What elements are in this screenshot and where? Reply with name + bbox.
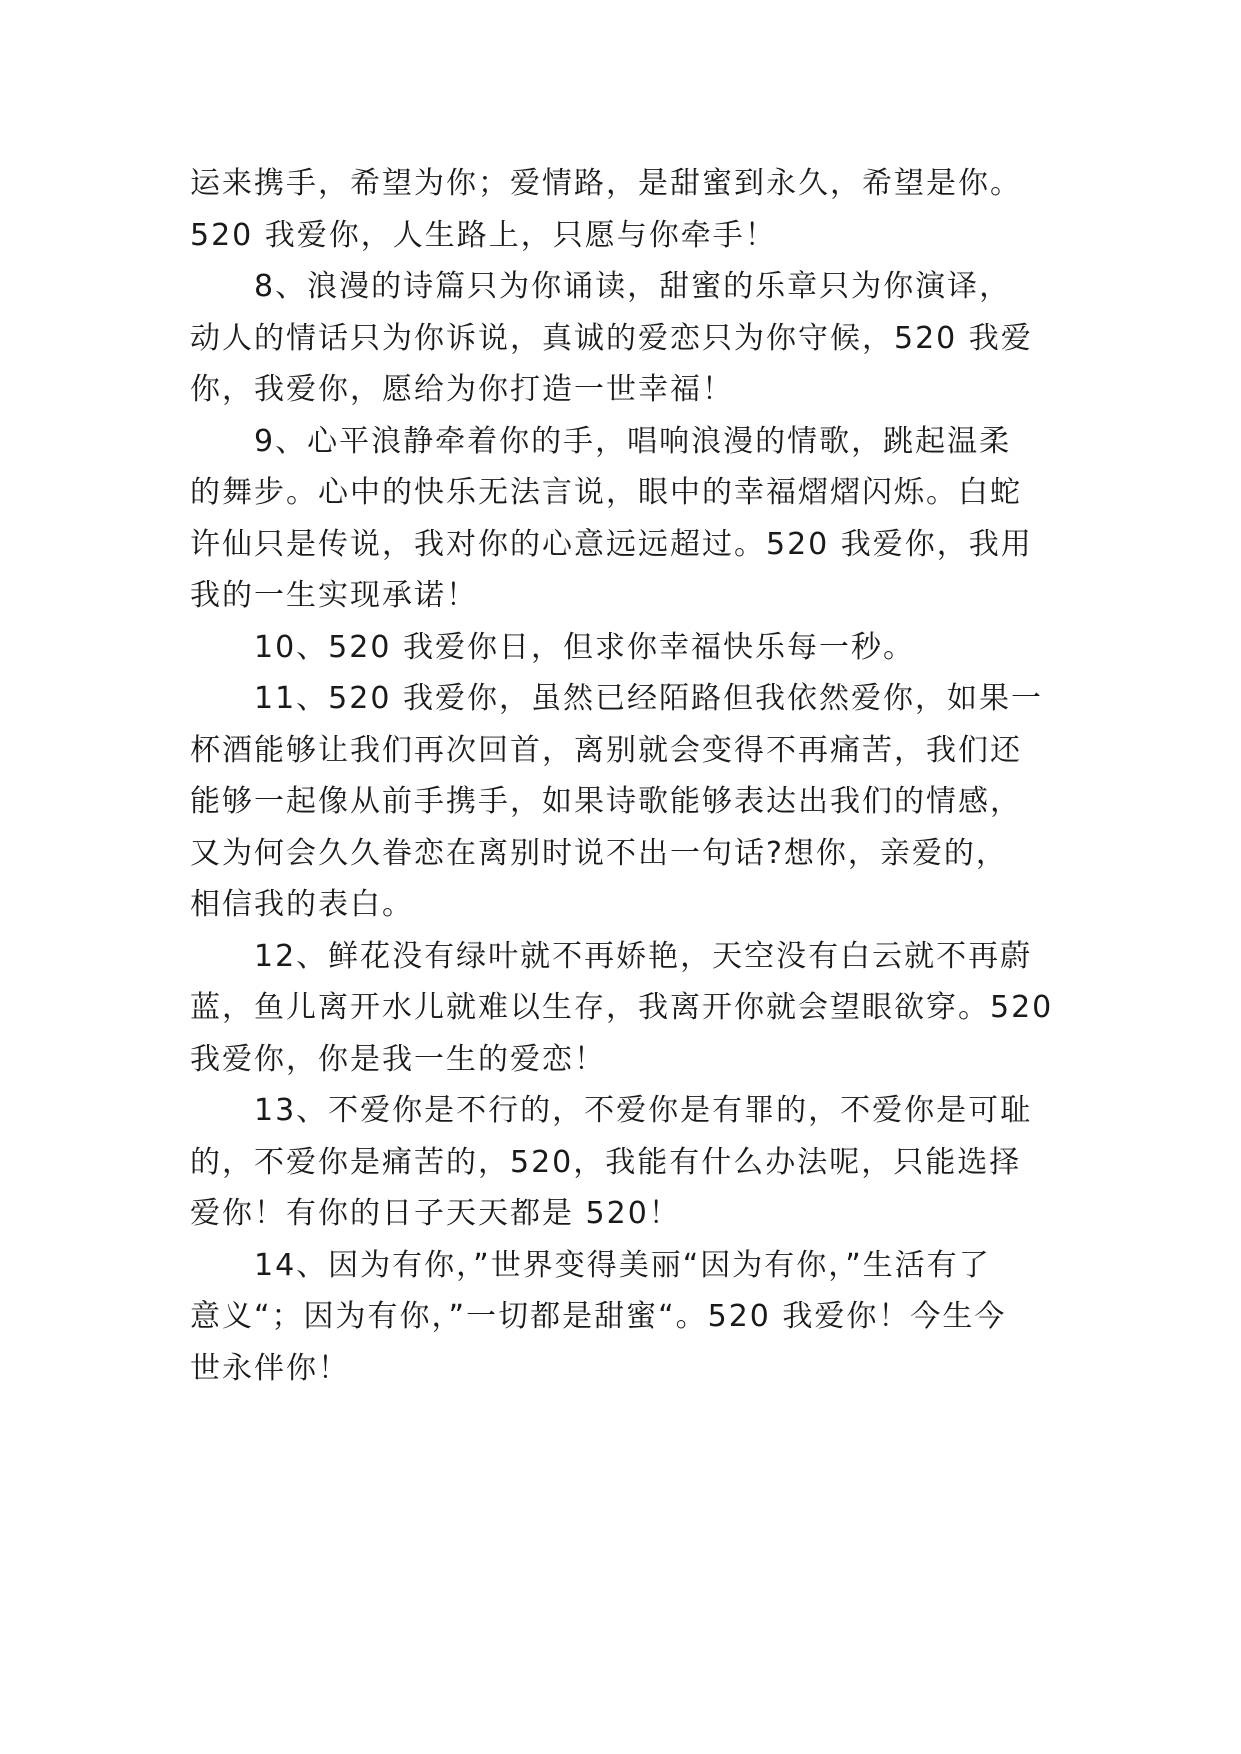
text-line: 能够一起像从前手携手，如果诗歌能够表达出我们的情感，	[190, 784, 1022, 819]
text-line: 9、心平浪静牵着你的手，唱响浪漫的情歌，跳起温柔	[254, 423, 1012, 459]
text-line: 意义“；因为有你，”一切都是甜蜜“。520 我爱你！今生今	[190, 1299, 1007, 1334]
text-line: 蓝，鱼儿离开水儿就难以生存，我离开你就会望眼欲穿。520	[190, 990, 1054, 1025]
text-line: 的舞步。心中的快乐无法言说，眼中的幸福熠熠闪烁。白蛇	[190, 475, 1022, 510]
text-line: 杯酒能够让我们再次回首，离别就会变得不再痛苦，我们还	[190, 732, 1022, 768]
text-line: 520 我爱你，人生路上，只愿与你牵手！	[190, 217, 777, 253]
text-line: 我爱你，你是我一生的爱恋！	[190, 1041, 606, 1077]
text-line: 14、因为有你，”世界变得美丽“因为有你，”生活有了	[254, 1247, 991, 1283]
text-line: 世永伴你！	[190, 1350, 350, 1386]
text-line: 爱你！有你的日子天天都是 520！	[190, 1196, 681, 1231]
text-line: 相信我的表白。	[190, 887, 414, 922]
text-line: 我的一生实现承诺！	[190, 578, 478, 613]
text-line: 你，我爱你，愿给为你打造一世幸福！	[190, 372, 734, 407]
text-line: 动人的情话只为你诉说，真诚的爱恋只为你守候，520 我爱	[190, 320, 1033, 356]
text-line: 11、520 我爱你，虽然已经陌路但我依然爱你，如果一	[254, 681, 1043, 716]
text-line: 的，不爱你是痛苦的，520，我能有什么办法呢，只能选择	[190, 1144, 1022, 1180]
text-line: 10、520 我爱你日，但求你幸福快乐每一秒。	[254, 629, 915, 665]
text-line: 运来携手，希望为你；爱情路，是甜蜜到永久，希望是你。	[190, 166, 1022, 201]
text-line: 12、鲜花没有绿叶就不再娇艳，天空没有白云就不再蔚	[254, 938, 1033, 974]
text-line: 13、不爱你是不行的，不爱你是有罪的，不爱你是可耻	[254, 1093, 1033, 1128]
text-line: 8、浪漫的诗篇只为你诵读，甜蜜的乐章只为你演译，	[254, 269, 1012, 304]
text-line: 许仙只是传说，我对你的心意远远超过。520 我爱你，我用	[190, 526, 1033, 562]
text-line: 又为何会久久眷恋在离别时说不出一句话?想你，亲爱的，	[190, 835, 1008, 871]
document-body	[190, 158, 1070, 1394]
